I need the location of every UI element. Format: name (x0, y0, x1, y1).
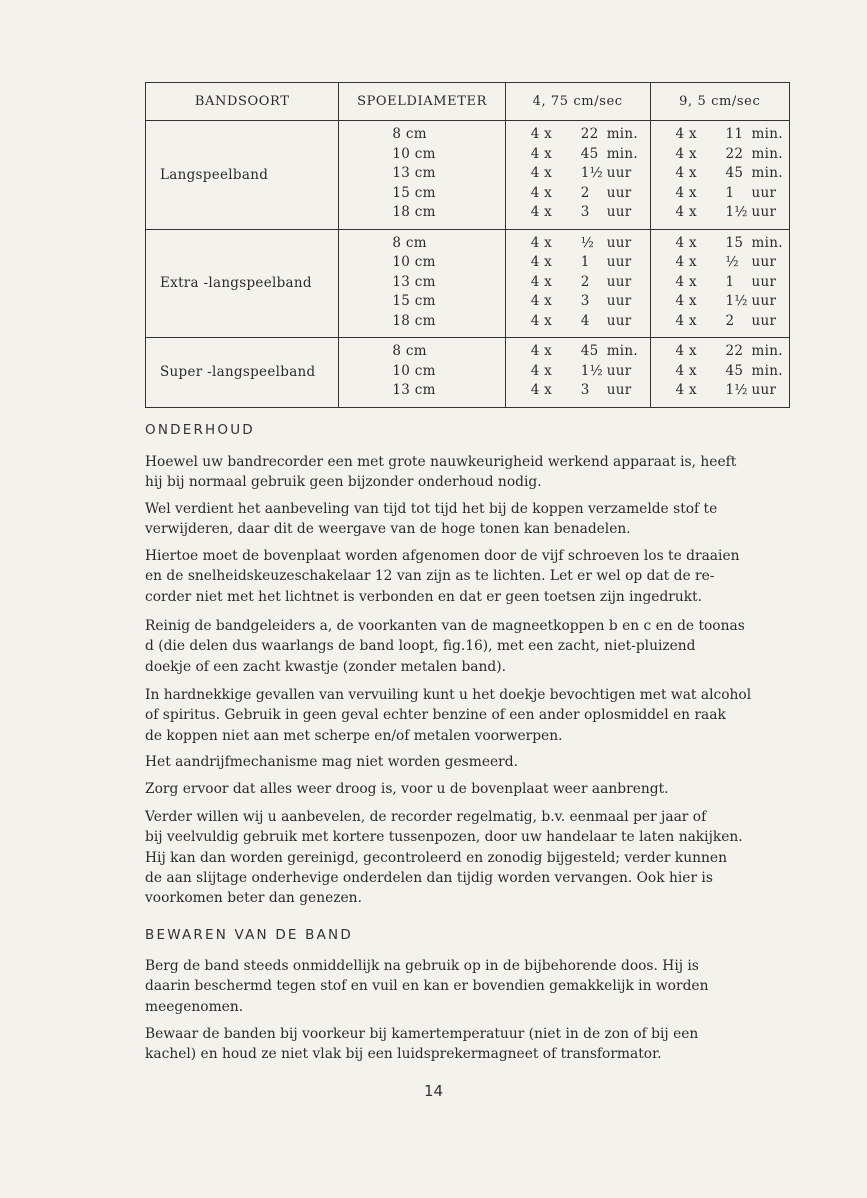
paragraph-line: Reinig de bandgeleiders a, de voorkanten van de magneetkoppen b en c en de toonas (145, 618, 745, 634)
duration-value (531, 292, 649, 312)
paragraph-line: Berg de band steeds onmiddellijk na gebruik op in de bijbehorende doos. Hij is (145, 958, 699, 974)
paragraph-line: de koppen niet aan met scherpe en/of metalen voorwerpen. (145, 727, 563, 744)
duration-value (676, 362, 788, 382)
duration-value (676, 253, 788, 273)
duration-amount: 15 (725, 234, 744, 251)
duration-tracks: 4 x (530, 362, 553, 379)
duration-tracks: 4 x (675, 273, 697, 290)
paragraph-line: voorkomen beter dan genezen. (145, 890, 362, 907)
paragraph-line: de aan slijtage onderhevige onderdelen dan tijdig worden vervangen. Ook hier is (145, 869, 713, 886)
duration-value (676, 312, 788, 332)
duration-unit: uur (606, 293, 632, 309)
duration-tracks: 4 x (675, 362, 697, 379)
duration-unit: min. (751, 165, 783, 181)
duration-tracks: 4 x (530, 165, 553, 181)
duration-tracks: 4 x (530, 184, 553, 201)
reel-diameter-value: 8 cm (392, 343, 427, 359)
duration-tracks: 4 x (675, 382, 697, 398)
duration-value (676, 145, 788, 165)
paragraph-intro (145, 452, 790, 493)
paragraph-temperature (145, 1024, 790, 1065)
duration-tracks: 4 x (530, 234, 553, 251)
reel-diameter-value: 13 cm (392, 273, 436, 290)
duration-95-cell (650, 121, 789, 230)
duration-amount: 3 (580, 204, 590, 220)
paragraph-line: kachel) en houd ze niet vlak bij een luidsprekermagneet of transformator. (145, 1046, 662, 1063)
duration-amount: 1½ (725, 204, 748, 220)
reel-diameter-cell (339, 229, 505, 338)
duration-unit: uur (606, 312, 632, 329)
duration-amount: 45 (725, 165, 744, 181)
reel-diameter-value: 8 cm (392, 126, 427, 142)
tape-type-cell: Langspeelband (146, 121, 339, 230)
duration-unit: uur (606, 184, 632, 201)
duration-tracks: 4 x (530, 293, 553, 309)
duration-tracks: 4 x (530, 273, 553, 290)
duration-value (676, 342, 788, 362)
paragraph-dry (145, 779, 790, 799)
duration-tracks: 4 x (530, 312, 553, 329)
duration-value (676, 164, 788, 184)
duration-unit: min. (606, 343, 639, 359)
duration-amount: 1 (580, 254, 590, 270)
paragraph-line: Verder willen wij u aanbevelen, de recorder regelmatig, b.v. eenmaal per jaar of (145, 809, 707, 825)
reel-diameter-value: 15 cm (392, 184, 436, 201)
reel-diameter-value: 18 cm (392, 204, 436, 220)
reel-diameter-cell (339, 121, 505, 230)
duration-value (676, 125, 788, 145)
duration-tracks: 4 x (675, 234, 697, 251)
paragraph-line: In hardnekkige gevallen van vervuiling kunt u het doekje bevochtigen met wat alcohol (145, 687, 752, 703)
paragraph-line: en de snelheidskeuzeschakelaar 12 van zijn as te lichten. Let er wel op dat de re- (145, 568, 715, 585)
duration-tracks: 4 x (530, 343, 553, 359)
duration-value (531, 184, 649, 204)
duration-value (531, 125, 649, 145)
duration-value (531, 253, 649, 273)
duration-tracks: 4 x (675, 312, 697, 329)
paragraph-line: Hiertoe moet de bovenplaat worden afgenomen door de vijf schroeven los te draaien (145, 548, 740, 564)
duration-value (676, 273, 788, 293)
duration-unit: min. (751, 343, 783, 359)
tape-type-cell: Super -langspeelband (146, 338, 339, 408)
paragraph-line: doekje of een zacht kwastje (zonder metalen band). (145, 658, 507, 675)
duration-value (531, 312, 649, 332)
reel-diameter-value: 13 cm (392, 165, 436, 181)
duration-tracks: 4 x (675, 293, 697, 309)
paragraph-line: d (die delen dus waarlangs de band loopt, fig.16), met een zacht, niet-pluizend (145, 638, 696, 655)
duration-475-cell (505, 121, 650, 230)
duration-tracks: 4 x (675, 145, 697, 162)
paragraph-line: meegenomen. (145, 998, 244, 1015)
duration-tracks: 4 x (675, 165, 697, 181)
paragraph-topplate (145, 546, 790, 607)
paragraph-line: Het aandrijfmechanisme mag niet worden gesmeerd. (145, 754, 518, 770)
reel-diameter-value: 10 cm (392, 145, 436, 162)
table-header-row (146, 83, 790, 121)
header-speed-475: 4, 75 cm/sec (505, 83, 650, 121)
duration-amount: 4 (580, 312, 590, 329)
duration-amount: 22 (580, 126, 599, 142)
paragraph-service (145, 807, 790, 908)
table-row (146, 229, 790, 338)
reel-diameter-value: 8 cm (392, 234, 427, 251)
duration-amount: 3 (580, 382, 590, 398)
paragraph-line: of spiritus. Gebruik in geen geval echter benzine of een ander oplosmiddel en raak (145, 707, 726, 724)
duration-unit: uur (751, 273, 777, 290)
duration-unit: min. (606, 145, 639, 162)
duration-unit: uur (606, 165, 632, 181)
duration-tracks: 4 x (675, 254, 697, 270)
duration-value (531, 362, 649, 382)
tape-duration-table (145, 82, 790, 408)
paragraph-stubborn (145, 685, 790, 746)
duration-unit: uur (751, 184, 777, 201)
duration-amount: 1 (725, 184, 735, 201)
duration-tracks: 4 x (530, 145, 553, 162)
paragraph-storage (145, 956, 790, 1017)
duration-amount: 45 (725, 362, 744, 379)
paragraph-line: hij bij normaal gebruik geen bijzonder onderhoud nodig. (145, 474, 542, 491)
duration-amount: 45 (580, 145, 599, 162)
reel-diameter-cell (339, 338, 505, 408)
duration-amount: 1½ (725, 382, 748, 398)
duration-value (531, 273, 649, 293)
tape-type-cell: Extra -langspeelband (146, 229, 339, 338)
duration-amount: 1 (725, 273, 735, 290)
duration-value (531, 342, 649, 362)
paragraph-dust (145, 499, 790, 540)
reel-diameter-value: 10 cm (392, 254, 436, 270)
duration-tracks: 4 x (675, 343, 697, 359)
paragraph-line: Hoewel uw bandrecorder een met grote nauwkeurigheid werkend apparaat is, heeft (145, 454, 737, 470)
duration-unit: min. (751, 234, 783, 251)
duration-amount: 1½ (580, 165, 603, 181)
duration-unit: uur (606, 382, 632, 398)
duration-475-cell (505, 229, 650, 338)
paragraph-line: bij veelvuldig gebruik met kortere tussenpozen, door uw handelaar te laten nakijken. (145, 829, 743, 846)
duration-amount: 22 (725, 343, 744, 359)
header-bandsoort: BANDSOORT (146, 83, 339, 121)
reel-diameter-value: 10 cm (392, 362, 436, 379)
duration-unit: uur (606, 254, 632, 270)
duration-value (676, 203, 788, 223)
table-row (146, 121, 790, 230)
reel-diameter-value: 13 cm (392, 382, 436, 398)
duration-amount: 22 (725, 145, 744, 162)
paragraph-cleaning (145, 616, 790, 677)
paragraph-line: corder niet met het lichtnet is verbonden en dat er geen toetsen zijn ingedrukt. (145, 588, 703, 605)
duration-value (676, 184, 788, 204)
duration-tracks: 4 x (530, 126, 553, 142)
table-body (146, 121, 790, 408)
duration-amount: ½ (725, 254, 739, 270)
paragraph-line: Zorg ervoor dat alles weer droog is, voor u de bovenplaat weer aanbrengt. (145, 781, 669, 797)
duration-tracks: 4 x (530, 382, 553, 398)
duration-value (531, 203, 649, 223)
duration-475-cell (505, 338, 650, 408)
paragraph-line: Bewaar de banden bij voorkeur bij kamertemperatuur (niet in de zon of bij een (145, 1026, 699, 1042)
duration-unit: uur (751, 312, 777, 329)
paragraph-line: Hij kan dan worden gereinigd, gecontroleerd en zonodig bijgesteld; verder kunnen (145, 849, 727, 866)
duration-value (531, 381, 649, 401)
paragraph-line: daarin beschermd tegen stof en vuil en kan er bovendien gemakkelijk in worden (145, 978, 709, 995)
heading-bewaren: BEWAREN VAN DE BAND (145, 927, 353, 943)
duration-unit: uur (751, 204, 777, 220)
duration-tracks: 4 x (675, 126, 697, 142)
duration-unit: uur (606, 234, 632, 251)
duration-value (531, 234, 649, 254)
duration-amount: 3 (580, 293, 590, 309)
duration-amount: 1½ (725, 293, 748, 309)
duration-amount: 2 (725, 312, 735, 329)
paragraph-no-grease (145, 752, 790, 772)
duration-unit: min. (751, 362, 783, 379)
heading-onderhoud: ONDERHOUD (145, 422, 255, 438)
duration-unit: uur (606, 204, 632, 220)
duration-value (676, 234, 788, 254)
duration-tracks: 4 x (530, 254, 553, 270)
duration-unit: min. (606, 126, 639, 142)
duration-95-cell (650, 229, 789, 338)
duration-amount: 11 (725, 126, 744, 142)
header-spoeldiameter: SPOELDIAMETER (339, 83, 505, 121)
duration-unit: min. (751, 126, 783, 142)
duration-unit: uur (751, 254, 777, 270)
paragraph-line: verwijderen, daar dit de weergave van de hoge tonen kan benadelen. (145, 521, 631, 538)
paragraph-line: Wel verdient het aanbeveling van tijd tot tijd het bij de koppen verzamelde stof te (145, 501, 718, 517)
page-number: 14 (423, 1082, 444, 1100)
duration-unit: uur (606, 362, 632, 379)
duration-tracks: 4 x (675, 184, 697, 201)
header-speed-95: 9, 5 cm/sec (650, 83, 789, 121)
duration-amount: ½ (580, 234, 595, 251)
duration-amount: 1½ (580, 362, 603, 379)
duration-unit: min. (751, 145, 783, 162)
duration-value (676, 292, 788, 312)
reel-diameter-value: 18 cm (392, 312, 436, 329)
duration-amount: 2 (580, 273, 590, 290)
duration-amount: 45 (580, 343, 599, 359)
duration-value (676, 381, 788, 401)
table-row (146, 338, 790, 408)
duration-tracks: 4 x (530, 204, 553, 220)
duration-unit: uur (606, 273, 632, 290)
duration-amount: 2 (580, 184, 590, 201)
duration-unit: uur (751, 382, 777, 398)
duration-value (531, 164, 649, 184)
duration-unit: uur (751, 293, 777, 309)
reel-diameter-value: 15 cm (392, 293, 436, 309)
duration-95-cell (650, 338, 789, 408)
duration-tracks: 4 x (675, 204, 697, 220)
duration-value (531, 145, 649, 165)
